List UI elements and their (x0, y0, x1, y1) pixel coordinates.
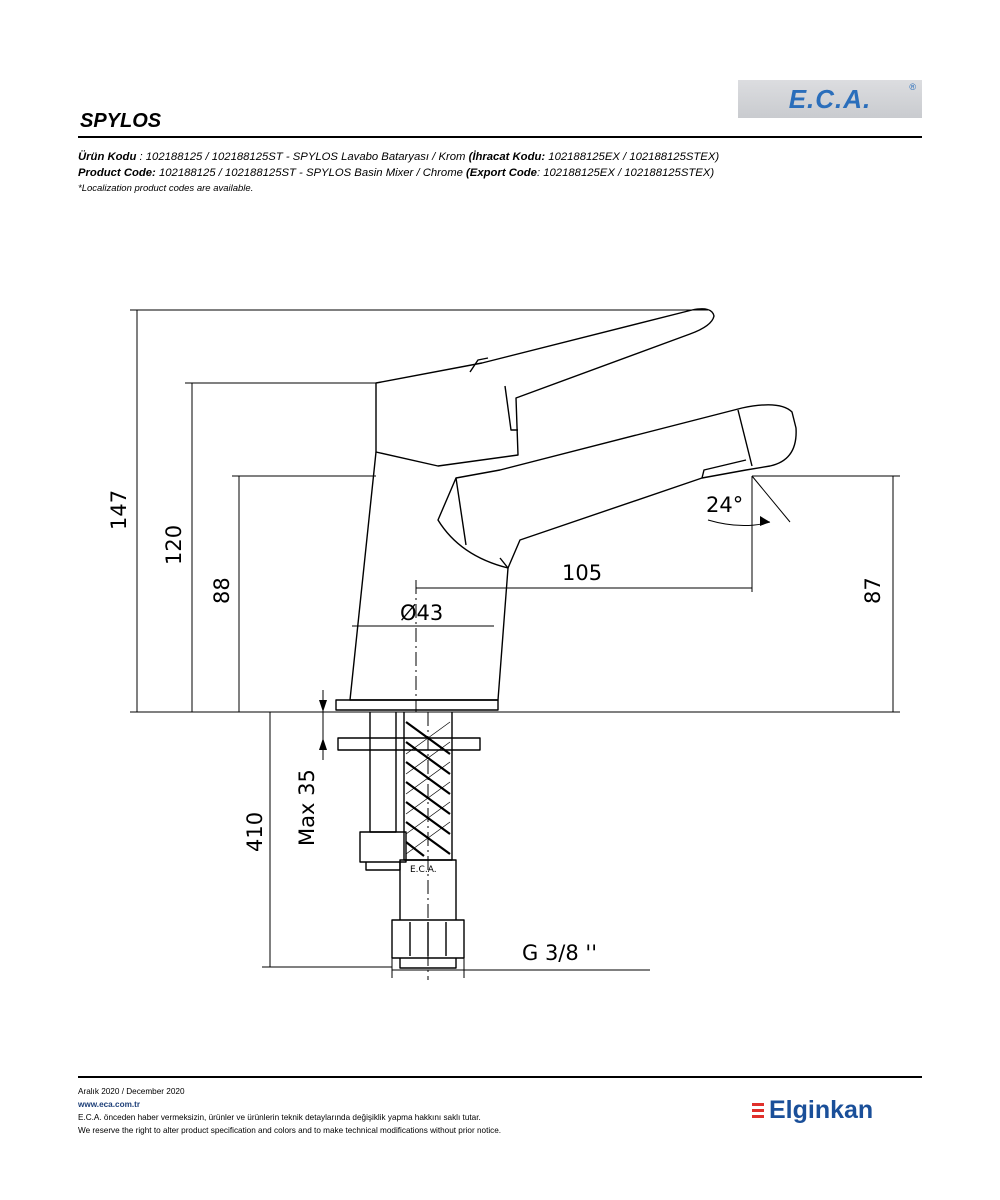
faucet-base (336, 700, 498, 710)
lever-handle (376, 309, 714, 466)
dimension-lines (130, 310, 900, 978)
dim-147: 147 (107, 489, 131, 530)
dim-thread-g38: G 3/8 '' (522, 941, 597, 965)
export-value: : 102188125EX / 102188125STEX) (536, 167, 715, 179)
urun-kodu-value: : 102188125 / 102188125ST - SPYLOS Lavabo Bataryası / Krom (136, 151, 469, 163)
eca-logo-text: E.C.A. (788, 83, 872, 114)
elginkan-mark-icon (752, 1103, 764, 1118)
stud-nut (360, 832, 406, 870)
footer-en-notice: We reserve the right to alter product specification and colors and to make technical modifications without prior notice. (78, 1126, 502, 1135)
registered-mark: ® (909, 82, 916, 92)
urun-kodu-label: Ürün Kodu (78, 151, 137, 163)
dim-88: 88 (210, 577, 234, 604)
faucet-body (350, 452, 508, 700)
faucet-outline (336, 309, 796, 968)
product-code-value: 102188125 / 102188125ST - SPYLOS Basin Mixer / Chrome (155, 167, 467, 179)
product-code-label: Product Code: (78, 167, 156, 179)
elginkan-logo (752, 1096, 873, 1125)
product-title: SPYLOS (80, 110, 162, 132)
dim-diameter-43: Ø43 (400, 601, 444, 625)
footer-divider (78, 1076, 922, 1078)
localization-note: *Localization product codes are available. (78, 183, 254, 194)
dim-410: 410 (243, 811, 267, 852)
dim-angle-24: 24° (706, 493, 744, 517)
footer-url[interactable]: www.eca.com.tr (78, 1100, 141, 1109)
hose-brand-label: E.C.A. (410, 865, 437, 875)
elginkan-logo-text: Elginkan (769, 1096, 874, 1124)
lever-detail (470, 358, 518, 430)
dim-max-35: Max 35 (295, 769, 319, 846)
footer-text (78, 1085, 501, 1137)
ihracat-value: 102188125EX / 102188125STEX) (545, 151, 720, 163)
ihracat-label: (İhracat Kodu: (468, 151, 546, 163)
footer-tr-notice: E.C.A. önceden haber vermeksizin, ürünler ve ürünlerin teknik detaylarında değişiklik yapma hakkını saklı tutar. (78, 1113, 481, 1122)
export-label: (Export Code (466, 167, 537, 179)
threaded-stud (370, 712, 396, 832)
dim-87: 87 (861, 577, 885, 604)
dim-105: 105 (562, 561, 603, 585)
dim-120: 120 (162, 524, 186, 565)
dimension-arrows (319, 516, 770, 750)
footer-date: Aralık 2020 / December 2020 (78, 1087, 185, 1096)
